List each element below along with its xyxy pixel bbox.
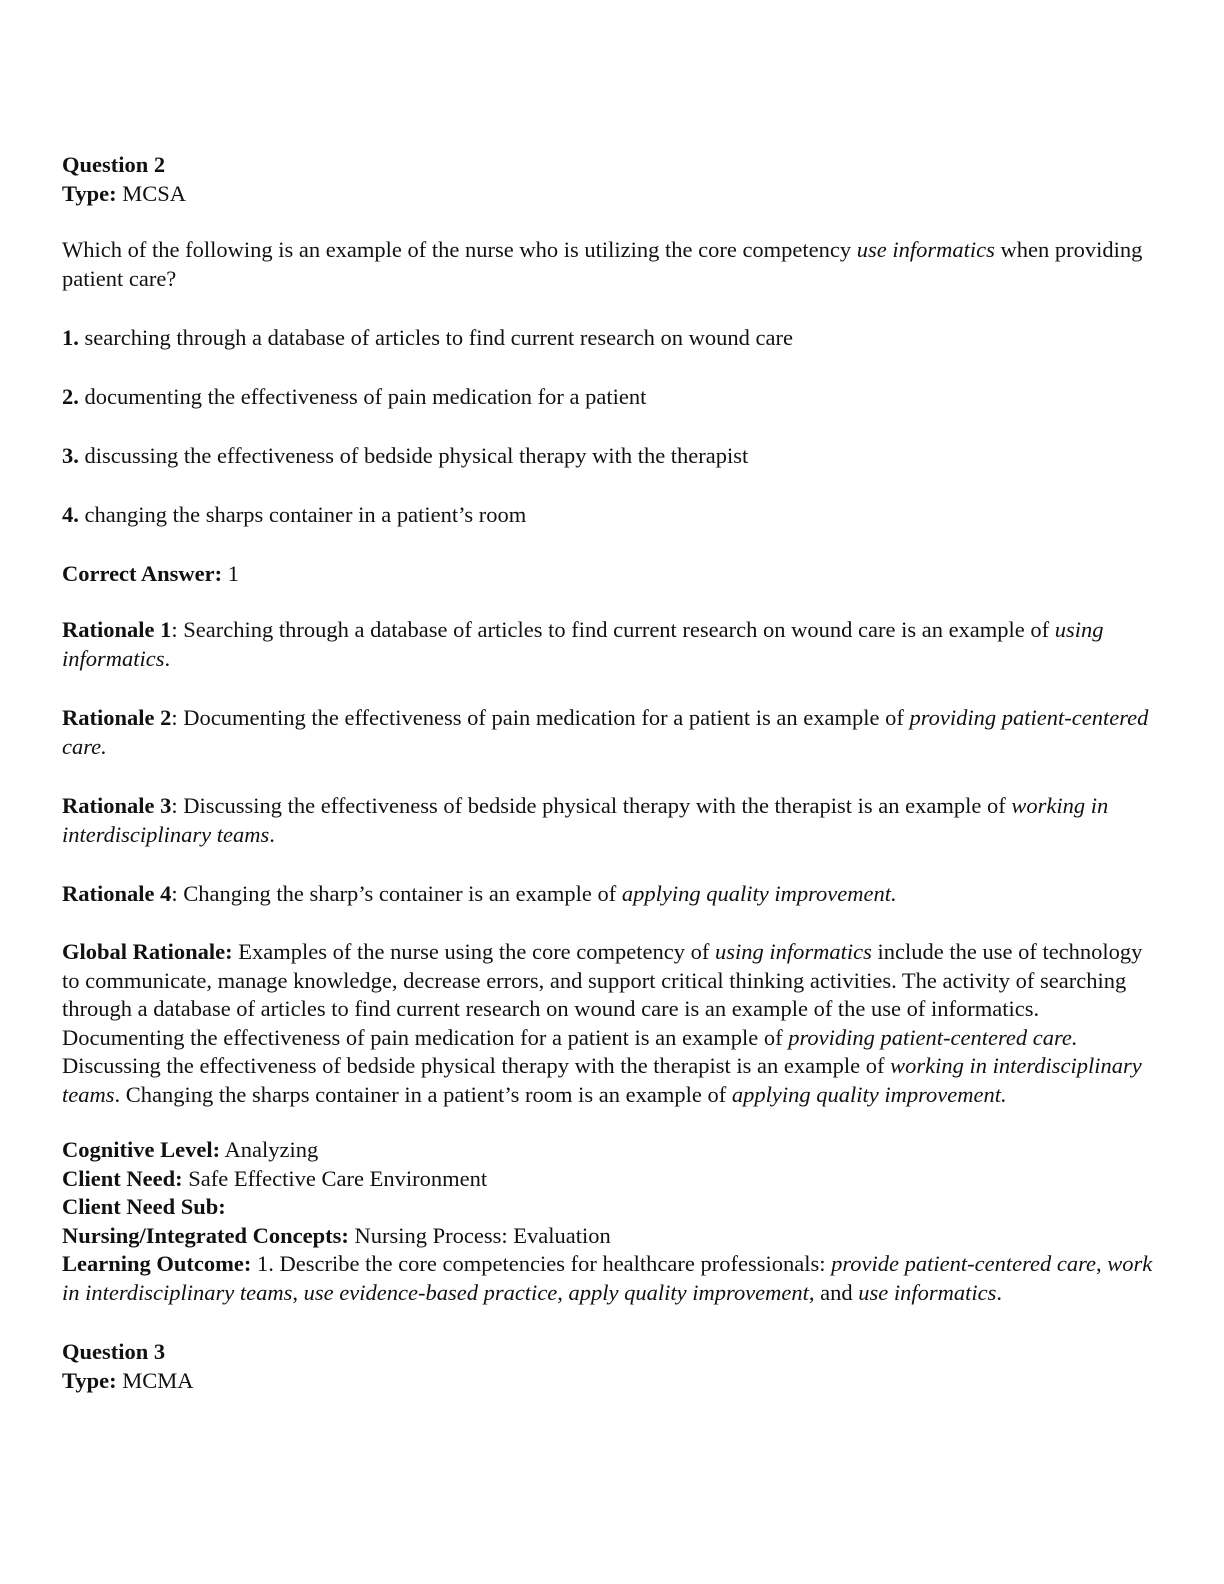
client-need: Client Need: Safe Effective Care Environment bbox=[62, 1165, 488, 1191]
answer-option: 2. documenting the effectiveness of pain medication for a patient bbox=[62, 384, 647, 409]
question-stem: Which of the following is an example of the nurse who is utilizing the core competency use informatics when providing patient care? bbox=[62, 237, 1143, 291]
global-rationale: Global Rationale: Examples of the nurse using the core competency of using informatics include the use of technology to communicate, manage knowledge, decrease errors, and support critical thinking activities. The activity of searching through a database of articles to find current research on wound care is an example of the use of informatics. Documenting the effectiveness of pain medication for a patient is an example of providing patient-centered care. Discussing the effectiveness of bedside physical therapy with the therapist is an example of working in interdisciplinary teams. Changing the sharps container in a patient’s room is an example of applying quality improvement. bbox=[62, 939, 1143, 1107]
cognitive-level: Cognitive Level: Analyzing bbox=[62, 1137, 319, 1162]
question-type: Type: MCMA bbox=[62, 1368, 194, 1393]
rationale-4: Rationale 4: Changing the sharp’s container is an example of applying quality improvement. bbox=[62, 881, 897, 906]
question-title: Question 2 bbox=[62, 152, 166, 177]
integrated-concepts: Nursing/Integrated Concepts: Nursing Process: Evaluation bbox=[62, 1222, 611, 1248]
answer-option: 4. changing the sharps container in a patient’s room bbox=[62, 502, 527, 527]
answer-option: 1. searching through a database of articles to find current research on wound care bbox=[62, 325, 793, 350]
question-title: Question 3 bbox=[62, 1339, 166, 1364]
rationale-3: Rationale 3: Discussing the effectiveness of bedside physical therapy with the therapist is an example of working in interdisciplinary teams. bbox=[62, 793, 1109, 847]
client-need-sub: Client Need Sub: bbox=[62, 1194, 226, 1219]
correct-answer: Correct Answer: 1 bbox=[62, 561, 240, 586]
learning-outcome: Learning Outcome: 1. Describe the core competencies for healthcare professionals: provide patient-centered care, work in interdisciplinary teams, use evidence-based practice, apply quality improvement, and use informatics. bbox=[62, 1251, 1153, 1305]
rationale-1: Rationale 1: Searching through a database of articles to find current research on wound care is an example of using informatics. bbox=[62, 617, 1104, 671]
rationale-2: Rationale 2: Documenting the effectiveness of pain medication for a patient is an example of providing patient-centered care. bbox=[62, 705, 1149, 759]
answer-option: 3. discussing the effectiveness of bedside physical therapy with the therapist bbox=[62, 443, 749, 468]
document-page bbox=[62, 150, 1158, 1395]
question-type: Type: MCSA bbox=[62, 181, 186, 206]
